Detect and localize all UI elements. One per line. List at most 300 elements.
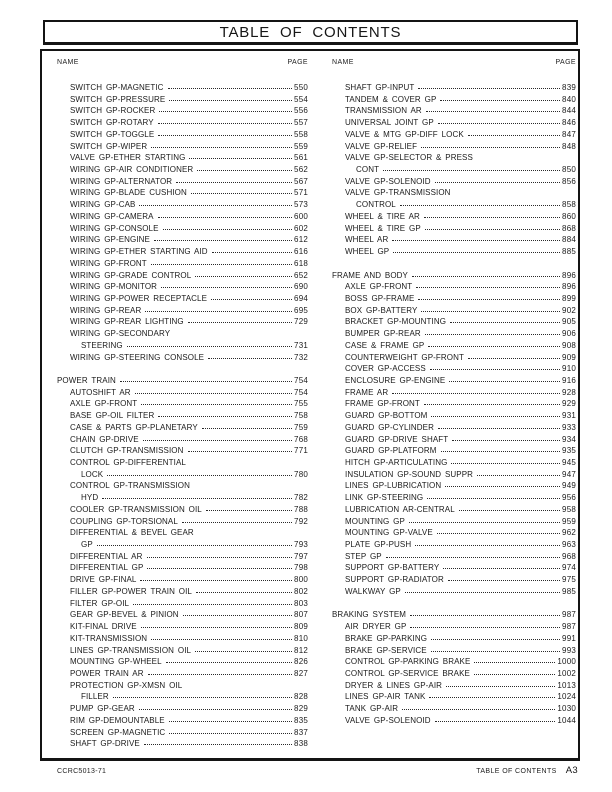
toc-entry-page: 793	[294, 540, 308, 550]
toc-gap	[57, 363, 308, 375]
dot-leader	[169, 733, 292, 734]
dot-leader	[446, 686, 555, 687]
toc-entry	[57, 562, 308, 574]
toc-entry-title: AIR DRYER GP	[345, 622, 407, 632]
toc-entry	[332, 434, 576, 446]
toc-entry-title: SCREEN GP-MAGNETIC	[70, 727, 166, 737]
toc-entry-page: 755	[294, 399, 308, 409]
toc-entry-title: LINES GP-AIR TANK	[345, 692, 426, 702]
toc-entry-title: SWITCH GP-ROCKER	[70, 106, 156, 116]
dot-leader	[450, 322, 560, 323]
toc-entry-page: 797	[294, 551, 308, 561]
toc-entry-title: GUARD GP-PLATFORM	[345, 446, 437, 456]
toc-entry-title: BRAKING SYSTEM	[332, 610, 407, 620]
dot-leader	[188, 322, 292, 323]
toc-entry-page: 1044	[557, 715, 576, 725]
dot-leader	[133, 604, 292, 605]
toc-entry-page: 906	[562, 329, 576, 339]
toc-entry-page: 768	[294, 434, 308, 444]
toc-entry	[332, 328, 576, 340]
toc-entry	[57, 633, 308, 645]
dot-leader	[435, 182, 560, 183]
toc-entry	[332, 715, 576, 727]
toc-entry-title: TRANSMISSION AR	[345, 106, 422, 116]
toc-entry-page: 968	[562, 551, 576, 561]
toc-entry-title: VALVE GP-RELIEF	[345, 141, 418, 151]
dot-leader	[421, 147, 560, 148]
toc-entry-page: 958	[562, 504, 576, 514]
toc-entry-title: WIRING GP-MONITOR	[70, 282, 158, 292]
dot-leader	[451, 463, 560, 464]
toc-entry-title: SHAFT GP-DRIVE	[70, 739, 140, 749]
dot-leader	[120, 381, 292, 382]
dot-leader	[392, 393, 560, 394]
toc-entry-page: 652	[294, 270, 308, 280]
dot-leader	[431, 639, 560, 640]
toc-entry-title: GUARD GP-DRIVE SHAFT	[345, 434, 449, 444]
toc-entry	[57, 480, 308, 492]
toc-entry	[57, 316, 308, 328]
toc-section-entry	[332, 609, 576, 621]
toc-entry-title: FRAME AND BODY	[332, 270, 408, 280]
dot-leader	[435, 721, 556, 722]
toc-entry	[57, 328, 308, 340]
dot-leader	[431, 651, 560, 652]
dot-leader	[418, 299, 560, 300]
dot-leader	[169, 100, 292, 101]
dot-leader	[196, 592, 292, 593]
toc-entry	[332, 105, 576, 117]
toc-entry-page: 885	[562, 247, 576, 257]
toc-entry	[332, 164, 576, 176]
toc-entry-title: FRAME GP-FRONT	[345, 399, 420, 409]
dot-leader	[159, 111, 292, 112]
toc-entry-title: KIT-TRANSMISSION	[70, 633, 148, 643]
toc-entry-page: 962	[562, 528, 576, 538]
toc-entry-title: GP	[81, 540, 93, 550]
toc-entry-title: DRYER & LINES GP-AIR	[345, 680, 443, 690]
toc-entry-page: 985	[562, 586, 576, 596]
dot-leader	[135, 393, 292, 394]
toc-entry	[332, 562, 576, 574]
toc-entry-title: LINES GP-LUBRICATION	[345, 481, 442, 491]
toc-entry-page: 933	[562, 422, 576, 432]
toc-entry	[57, 656, 308, 668]
toc-entry-title: LINK GP-STEERING	[345, 493, 424, 503]
dot-leader	[158, 123, 292, 124]
toc-entry-title: COVER GP-ACCESS	[345, 364, 426, 374]
footer-page-number: A3	[565, 765, 578, 776]
toc-entry-page: 780	[294, 469, 308, 479]
toc-entry	[57, 516, 308, 528]
toc-gap	[332, 258, 576, 270]
toc-entry-title: GUARD GP-BOTTOM	[345, 411, 428, 421]
toc-entry-page: 618	[294, 258, 308, 268]
toc-entry	[332, 94, 576, 106]
toc-entry-title: WIRING GP-GRADE CONTROL	[70, 270, 192, 280]
toc-entry-page: 571	[294, 188, 308, 198]
dot-leader	[176, 182, 292, 183]
toc-entry-page: 829	[294, 704, 308, 714]
toc-entry-title: WHEEL & TIRE AR	[345, 211, 420, 221]
toc-entry-title: FILLER	[81, 692, 109, 702]
toc-entry	[332, 246, 576, 258]
toc-entry-title: CONTROL GP-PARKING BRAKE	[345, 657, 471, 667]
toc-entry-title: FILLER GP-POWER TRAIN OIL	[70, 586, 192, 596]
toc-entry-page: 732	[294, 352, 308, 362]
dot-leader	[169, 721, 292, 722]
toc-entry	[57, 469, 308, 481]
column-header-page-label: PAGE	[555, 59, 576, 66]
toc-entry-title: BOSS GP-FRAME	[345, 293, 415, 303]
toc-entry-title: CONTROL GP-TRANSMISSION	[70, 481, 190, 491]
toc-entry	[332, 316, 576, 328]
dot-leader	[143, 440, 292, 441]
dot-leader	[421, 311, 560, 312]
toc-entry-title: MOUNTING GP-WHEEL	[70, 657, 162, 667]
toc-entry-title: UNIVERSAL JOINT GP	[345, 118, 434, 128]
toc-entry-title: WHEEL GP	[345, 247, 390, 257]
toc-entry-title: VALVE GP-ETHER STARTING	[70, 153, 186, 163]
toc-entry	[332, 211, 576, 223]
column-header-right	[332, 59, 576, 69]
dot-leader	[410, 627, 560, 628]
toc-entry-title: CLUTCH GP-TRANSMISSION	[70, 446, 184, 456]
toc-entry	[57, 141, 308, 153]
toc-entry-title: INSULATION GP-SOUND SUPPR	[345, 469, 474, 479]
toc-entry	[332, 363, 576, 375]
toc-entry	[57, 645, 308, 657]
dot-leader	[211, 299, 292, 300]
toc-entry-page: 959	[562, 516, 576, 526]
toc-entry-title: POWER TRAIN AR	[70, 668, 144, 678]
toc-entry-page: 945	[562, 458, 576, 467]
toc-entry-page: 905	[562, 317, 576, 327]
toc-entry	[332, 129, 576, 141]
toc-entry-page: 1030	[557, 704, 576, 714]
dot-leader	[161, 287, 292, 288]
dot-leader	[151, 264, 292, 265]
toc-entry-page: 856	[562, 176, 576, 186]
dot-leader	[400, 205, 560, 206]
toc-entry-title: SHAFT GP-INPUT	[345, 83, 415, 92]
toc-entry	[332, 457, 576, 469]
toc-entry	[57, 305, 308, 317]
toc-entry-title: AUTOSHIFT AR	[70, 387, 131, 397]
dot-leader	[144, 744, 292, 745]
toc-entry-page: 695	[294, 305, 308, 315]
toc-entry-page: 910	[562, 364, 576, 374]
toc-entry-page: 902	[562, 305, 576, 315]
toc-entry-page: 690	[294, 282, 308, 292]
toc-entry-title: CONTROL GP-SERVICE BRAKE	[345, 668, 470, 678]
dot-leader	[197, 170, 292, 171]
toc-entry-title: DRIVE GP-FINAL	[70, 575, 137, 585]
toc-entry	[332, 398, 576, 410]
toc-entry	[57, 293, 308, 305]
toc-entry	[57, 738, 308, 750]
toc-entry-page: 759	[294, 422, 308, 432]
toc-entry-page: 1024	[557, 692, 576, 702]
dot-leader	[429, 697, 555, 698]
toc-entry-title: VALVE GP-SELECTOR & PRESS	[345, 153, 473, 163]
toc-entry-title: VALVE GP-SOLENOID	[345, 176, 431, 186]
toc-entry	[332, 82, 576, 94]
toc-entry	[57, 281, 308, 293]
toc-entry	[57, 422, 308, 434]
page-title: TABLE OF CONTENTS	[219, 23, 402, 41]
toc-entry-title: WIRING GP-REAR	[70, 305, 142, 315]
toc-entry-page: 847	[562, 129, 576, 139]
toc-entry-page: 802	[294, 586, 308, 596]
toc-entry-page: 896	[562, 270, 576, 280]
toc-entry-title: PUMP GP-GEAR	[70, 704, 135, 714]
toc-entry-page: 803	[294, 598, 308, 608]
dot-leader	[427, 498, 560, 499]
toc-entry-page: 993	[562, 645, 576, 655]
toc-entry-title: AXLE GP-FRONT	[345, 282, 413, 292]
toc-entry-page: 729	[294, 317, 308, 327]
toc-entry-page: 559	[294, 141, 308, 151]
toc-entry-title: BASE GP-OIL FILTER	[70, 411, 155, 421]
toc-entry-title: STEERING	[81, 340, 123, 350]
dot-leader	[147, 557, 293, 558]
toc-entry	[332, 305, 576, 317]
toc-entry	[57, 187, 308, 199]
dot-leader	[208, 358, 292, 359]
toc-entry	[57, 94, 308, 106]
toc-entry	[332, 445, 576, 457]
toc-entry-title: POWER TRAIN	[57, 375, 116, 385]
toc-entry	[332, 223, 576, 235]
column-header-page-label: PAGE	[287, 59, 308, 66]
toc-entry-title: WIRING GP-STEERING CONSOLE	[70, 352, 205, 362]
dot-leader	[151, 147, 292, 148]
dot-leader	[145, 311, 292, 312]
toc-entry	[332, 691, 576, 703]
toc-entry-title: SWITCH GP-ROTARY	[70, 118, 154, 128]
toc-entry-page: 909	[562, 352, 576, 362]
toc-entry	[332, 352, 576, 364]
dot-leader	[386, 557, 560, 558]
toc-entry	[332, 551, 576, 563]
toc-entry	[57, 105, 308, 117]
dot-leader	[168, 88, 293, 89]
toc-entry	[332, 117, 576, 129]
toc-entry-title: RIM GP-DEMOUNTABLE	[70, 715, 165, 725]
toc-entry	[57, 164, 308, 176]
toc-entry-page: 809	[294, 622, 308, 632]
toc-entry	[57, 340, 308, 352]
toc-entry-title: WHEEL AR	[345, 235, 389, 245]
toc-entry	[332, 516, 576, 528]
toc-entry	[57, 176, 308, 188]
toc-entry-title: GUARD GP-CYLINDER	[345, 422, 434, 432]
toc-entry-page: 561	[294, 153, 308, 163]
toc-entry-title: CONTROL	[356, 200, 396, 210]
dot-leader	[148, 674, 292, 675]
toc-entry-page: 554	[294, 94, 308, 104]
toc-section-entry	[332, 270, 576, 282]
toc-entry-title: WIRING GP-AIR CONDITIONER	[70, 165, 194, 175]
toc-entry-page: 812	[294, 645, 308, 655]
toc-entry	[332, 668, 576, 680]
toc-entry-page: 807	[294, 610, 308, 620]
toc-entry	[57, 680, 308, 692]
toc-entry-title: COOLER GP-TRANSMISSION OIL	[70, 504, 202, 514]
toc-entry-page: 788	[294, 504, 308, 514]
dot-leader	[438, 123, 560, 124]
toc-entry	[57, 398, 308, 410]
toc-entry-page: 835	[294, 715, 308, 725]
toc-entry-page: 934	[562, 434, 576, 444]
toc-entry-title: GEAR GP-BEVEL & PINION	[70, 610, 179, 620]
dot-leader	[166, 662, 292, 663]
toc-entry-title: BRAKE GP-PARKING	[345, 633, 428, 643]
toc-entry-title: LUBRICATION AR-CENTRAL	[345, 504, 455, 514]
dot-leader	[449, 381, 560, 382]
dot-leader	[393, 252, 560, 253]
toc-entry-page: 616	[294, 247, 308, 257]
toc-entry-page: 963	[562, 540, 576, 550]
toc-entry-page: 929	[562, 399, 576, 409]
toc-entry-page: 838	[294, 739, 308, 749]
dot-leader	[163, 229, 293, 230]
dot-leader	[445, 486, 560, 487]
toc-entry-page: 754	[294, 387, 308, 397]
toc-entry-title: FILTER GP-OIL	[70, 598, 130, 608]
dot-leader	[158, 416, 292, 417]
toc-entry-page: 987	[562, 622, 576, 632]
toc-entry-title: CONT	[356, 165, 380, 175]
toc-entry	[57, 527, 308, 539]
toc-entry-page: 947	[562, 469, 576, 479]
toc-entry-title: ENCLOSURE GP-ENGINE	[345, 375, 446, 385]
footer-label: TABLE OF CONTENTS	[476, 768, 557, 775]
toc-entry-title: KIT-FINAL DRIVE	[70, 622, 137, 632]
toc-entry	[332, 504, 576, 516]
toc-entry-title: DIFFERENTIAL GP	[70, 563, 144, 573]
toc-entry-title: WIRING GP-CAB	[70, 200, 136, 210]
toc-entry	[332, 152, 576, 164]
dot-leader	[182, 522, 292, 523]
toc-entry-title: WIRING GP-CAMERA	[70, 211, 154, 221]
toc-entry-page: 846	[562, 118, 576, 128]
toc-entry-page: 840	[562, 94, 576, 104]
toc-entry	[57, 129, 308, 141]
toc-entry-title: DIFFERENTIAL AR	[70, 551, 143, 561]
toc-entry	[332, 656, 576, 668]
dot-leader	[158, 217, 293, 218]
toc-section-entry	[57, 375, 308, 387]
toc-entry-page: 567	[294, 176, 308, 186]
toc-entry-title: WIRING GP-ALTERNATOR	[70, 176, 173, 186]
dot-leader	[147, 568, 292, 569]
toc-entry-page: 868	[562, 223, 576, 233]
toc-entry-page: 1002	[557, 668, 576, 678]
toc-entry-page: 844	[562, 106, 576, 116]
toc-entry-page: 550	[294, 83, 308, 92]
toc-entry-title: COUNTERWEIGHT GP-FRONT	[345, 352, 464, 362]
dot-leader	[127, 346, 292, 347]
toc-entry-title: PLATE GP-PUSH	[345, 540, 412, 550]
toc-entry	[332, 645, 576, 657]
toc-entry-page: 899	[562, 293, 576, 303]
toc-entry	[57, 586, 308, 598]
column-header-name-label: NAME	[57, 59, 79, 66]
toc-entry-title: LINES GP-TRANSMISSION OIL	[70, 645, 192, 655]
toc-entry-page: 987	[562, 610, 576, 620]
toc-column-left	[57, 59, 308, 758]
toc-content-frame	[40, 49, 580, 761]
toc-entry	[332, 293, 576, 305]
toc-entry-page: 916	[562, 375, 576, 385]
dot-leader	[474, 674, 555, 675]
toc-entry-page: 1000	[557, 657, 576, 667]
toc-entry-title: WIRING GP-SECONDARY	[70, 329, 171, 339]
toc-entry-page: 782	[294, 493, 308, 503]
toc-entry	[57, 445, 308, 457]
toc-entry-page: 827	[294, 668, 308, 678]
toc-entry-title: BRACKET GP-MOUNTING	[345, 317, 447, 327]
toc-entry	[57, 668, 308, 680]
dot-leader	[443, 568, 560, 569]
toc-entry	[332, 176, 576, 188]
toc-rows-left	[57, 82, 308, 750]
toc-entry-title: SUPPORT GP-BATTERY	[345, 563, 440, 573]
toc-entry	[57, 539, 308, 551]
dot-leader	[415, 545, 560, 546]
toc-entry-title: WALKWAY GP	[345, 586, 401, 596]
dot-leader	[424, 404, 560, 405]
toc-entry-title: VALVE GP-SOLENOID	[345, 715, 431, 725]
dot-leader	[189, 158, 292, 159]
dot-leader	[405, 592, 560, 593]
dot-leader	[425, 334, 560, 335]
toc-entry-title: MOUNTING GP	[345, 516, 405, 526]
toc-entry	[332, 527, 576, 539]
toc-entry	[332, 410, 576, 422]
toc-entry-title: WIRING GP-BLADE CUSHION	[70, 188, 187, 198]
toc-entry-title: BRAKE GP-SERVICE	[345, 645, 427, 655]
toc-column-right	[332, 59, 576, 758]
toc-entry	[57, 551, 308, 563]
toc-entry-page: 860	[562, 211, 576, 221]
toc-entry-page: 931	[562, 411, 576, 421]
toc-entry-page: 1013	[557, 680, 576, 690]
toc-entry	[57, 270, 308, 282]
toc-entry-title: CASE & FRAME GP	[345, 340, 425, 350]
toc-entry-page: 562	[294, 165, 308, 175]
toc-entry-page: 573	[294, 200, 308, 210]
dot-leader	[97, 545, 292, 546]
dot-leader	[409, 522, 560, 523]
toc-entry-title: WIRING GP-FRONT	[70, 258, 147, 268]
toc-entry-page: 991	[562, 633, 576, 643]
toc-entry	[332, 141, 576, 153]
toc-entry-title: SUPPORT GP-RADIATOR	[345, 575, 444, 585]
dot-leader	[183, 615, 292, 616]
toc-entry-title: CASE & PARTS GP-PLANETARY	[70, 422, 198, 432]
toc-entry	[57, 82, 308, 94]
toc-entry-title: WIRING GP-REAR LIGHTING	[70, 317, 184, 327]
toc-entry-title: SWITCH GP-TOGGLE	[70, 129, 155, 139]
toc-entry-title: DIFFERENTIAL & BEVEL GEAR	[70, 528, 194, 538]
toc-entry	[332, 586, 576, 598]
dot-leader	[139, 205, 292, 206]
toc-entry	[57, 492, 308, 504]
dot-leader	[141, 627, 292, 628]
